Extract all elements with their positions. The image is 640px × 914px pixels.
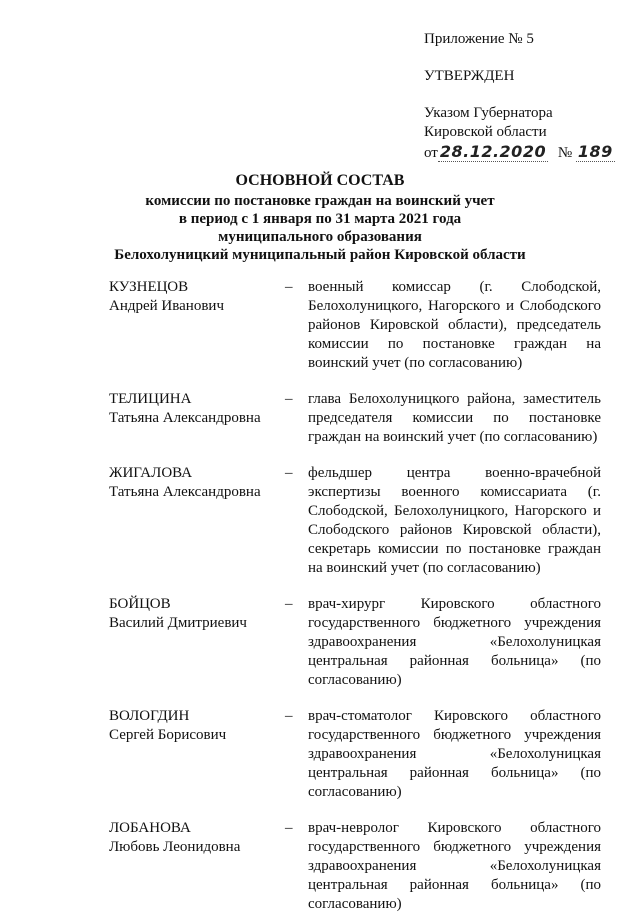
member-dash: –: [285, 596, 293, 612]
member-entry: [109, 707, 603, 802]
page-title: ОСНОВНОЙ СОСТАВ: [235, 172, 405, 189]
member-role: врач-невролог Кировского областного государственного бюджетного учреждения здравоохранения «Белохолуницкая центральная районная больница» (по согласованию): [308, 820, 601, 912]
member-given-names: Любовь Леонидовна: [109, 839, 241, 855]
member-surname: ВОЛОГДИН: [109, 708, 190, 724]
members-list: [109, 278, 603, 914]
heading-line-4: Белохолуницкий муниципальный район Кировской области: [114, 247, 526, 263]
member-surname: ТЕЛИЦИНА: [109, 391, 192, 407]
heading-line-3: муниципального образования: [218, 229, 422, 245]
member-entry: [109, 595, 603, 690]
member-name: [109, 390, 285, 447]
member-given-names: Татьяна Александровна: [109, 410, 261, 426]
approval-block: [424, 30, 615, 163]
decree-date-line: [424, 142, 615, 163]
member-given-names: Андрей Иванович: [109, 298, 224, 314]
member-given-names: Сергей Борисович: [109, 727, 227, 743]
document-heading: [0, 172, 640, 264]
member-role: врач-стоматолог Кировского областного государственного бюджетного учреждения здравоохранения «Белохолуницкая центральная районная больница» (по согласованию): [308, 708, 601, 800]
member-role: фельдшер центра военно-врачебной экспертизы военного комиссариата (г. Слободской, Белохолуницкого, Нагорского и Слободского районов Кировской области), секретарь комиссии по постановке граждан на воинский учет (по согласованию): [308, 465, 601, 576]
member-dash: –: [285, 465, 293, 481]
member-role: врач-хирург Кировского областного государственного бюджетного учреждения здравоохранения «Белохолуницкая центральная районная больница» (по согласованию): [308, 596, 601, 688]
member-surname: БОЙЦОВ: [109, 596, 171, 612]
approved-label: УТВЕРЖДЕН: [424, 68, 515, 84]
member-entry: [109, 464, 603, 578]
member-name: [109, 595, 285, 690]
member-dash: –: [285, 391, 293, 407]
member-given-names: Василий Дмитриевич: [109, 615, 247, 631]
decree-line-1: Указом Губернатора: [424, 105, 553, 121]
member-name: [109, 819, 285, 914]
member-role: глава Белохолуницкого района, заместитель председателя комиссии по постановке граждан на воинский учет (по согласованию): [308, 391, 601, 445]
from-label: от: [424, 145, 438, 161]
heading-line-2: в период с 1 января по 31 марта 2021 года: [178, 211, 462, 227]
member-dash: –: [285, 279, 293, 295]
member-surname: ЛОБАНОВА: [109, 820, 191, 836]
handwritten-number: 189: [577, 142, 613, 161]
member-name: [109, 278, 285, 373]
member-name: [109, 464, 285, 578]
member-surname: КУЗНЕЦОВ: [109, 279, 189, 295]
appendix-label: Приложение № 5: [424, 31, 534, 47]
member-entry: [109, 390, 603, 447]
decree-line-2: Кировской области: [424, 124, 547, 140]
member-entry: [109, 278, 603, 373]
member-entry: [109, 819, 603, 914]
number-label: №: [557, 145, 573, 161]
member-role: военный комиссар (г. Слободской, Белохолуницкого, Нагорского и Слободского районов Кировской области), председатель комиссии по постановке граждан на воинский учет (по согласованию): [308, 279, 601, 371]
member-dash: –: [285, 820, 293, 836]
member-surname: ЖИГАЛОВА: [109, 465, 193, 481]
member-dash: –: [285, 708, 293, 724]
member-name: [109, 707, 285, 802]
handwritten-date: 28.12.2020: [439, 142, 547, 161]
member-given-names: Татьяна Александровна: [109, 484, 261, 500]
heading-line-1: комиссии по постановке граждан на воинский учет: [145, 193, 495, 209]
